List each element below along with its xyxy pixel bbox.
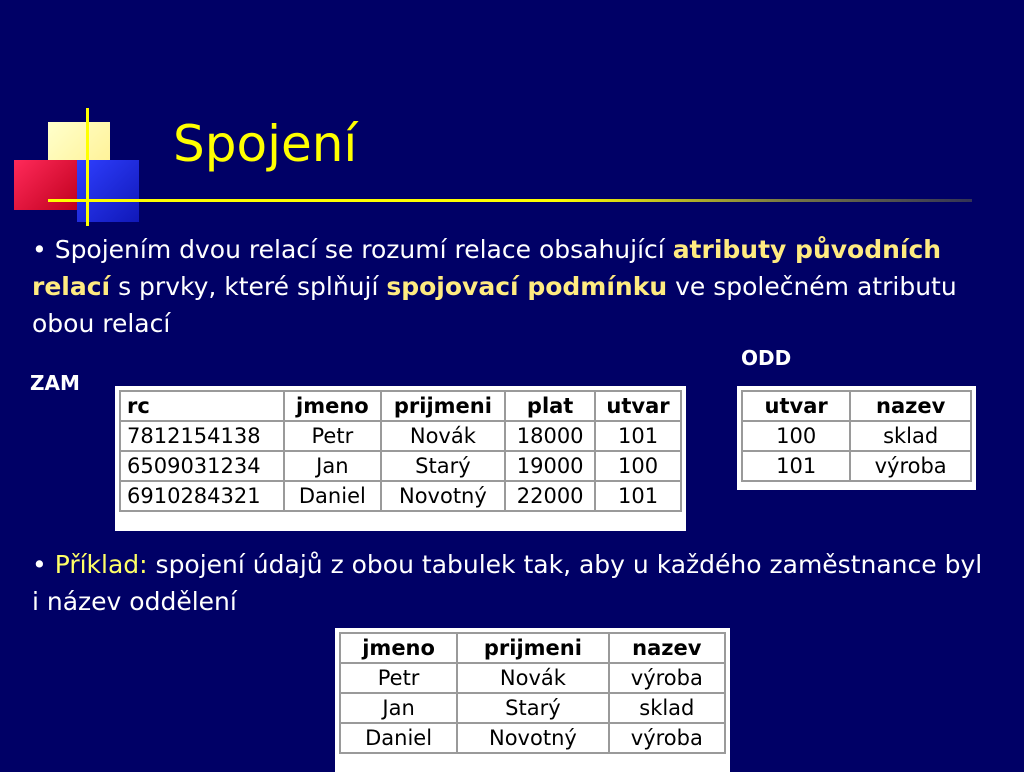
table-row [120,421,681,451]
table-cell: Novotný [457,723,608,753]
column-header: nazev [609,633,725,663]
table-cell: 101 [595,421,681,451]
column-header: nazev [850,391,971,421]
table-row [340,663,725,693]
table-cell: 101 [742,451,850,481]
definition-text-b: s prvky, které splňují [110,272,387,301]
table-cell: 101 [595,481,681,511]
column-header: utvar [742,391,850,421]
table-cell: výroba [850,451,971,481]
example-text: spojení údajů z obou tabulek tak, aby u každého zaměstnance byl i název oddělení [32,550,983,616]
definition-text-a: Spojením dvou relací se rozumí relace obsahující [46,235,673,264]
table-row [742,451,971,481]
table-cell: Petr [284,421,380,451]
table-cell: 22000 [505,481,595,511]
table-cell: Starý [381,451,506,481]
example-paragraph [32,546,992,620]
table-row [120,451,681,481]
table-cell: 100 [742,421,850,451]
table-row [742,421,971,451]
table-cell: Starý [457,693,608,723]
column-header: jmeno [284,391,380,421]
decor-red-square [14,160,77,210]
column-header: prijmeni [457,633,608,663]
decor-vertical-line [86,108,89,226]
title-underline [48,199,972,202]
bullet: • [32,550,47,579]
table-cell: sklad [850,421,971,451]
table-row [340,693,725,723]
table-cell: Novák [457,663,608,693]
table-row [120,481,681,511]
table-cell: 6910284321 [120,481,284,511]
table-cell: 100 [595,451,681,481]
table-cell: Daniel [340,723,457,753]
definition-paragraph [32,231,997,342]
column-header: prijmeni [381,391,506,421]
result-table-container [335,628,730,772]
column-header: jmeno [340,633,457,663]
bullet: • [32,235,47,264]
table-cell: 19000 [505,451,595,481]
result-table [339,632,726,754]
table-cell: Daniel [284,481,380,511]
column-header: rc [120,391,284,421]
table-cell: Jan [284,451,380,481]
zam-table [119,390,682,512]
table-cell: 7812154138 [120,421,284,451]
definition-bold-condition: spojovací podmínku [386,272,668,301]
table-cell: výroba [609,723,725,753]
definition-text-c: ve společném atributu obou relací [32,272,957,338]
table-cell: Novotný [381,481,506,511]
table-header-row [742,391,971,421]
table-cell: sklad [609,693,725,723]
table-header-row [340,633,725,663]
table-cell: 18000 [505,421,595,451]
table-cell: Novák [381,421,506,451]
odd-table [741,390,972,482]
table-cell: Jan [340,693,457,723]
table-cell: výroba [609,663,725,693]
zam-table-label: ZAM [30,371,80,395]
column-header: utvar [595,391,681,421]
table-cell: Petr [340,663,457,693]
column-header: plat [505,391,595,421]
table-header-row [120,391,681,421]
table-row [340,723,725,753]
definition-bold-attributes: atributy původních relací [32,235,942,301]
slide-title: Spojení [173,115,358,173]
odd-table-container [737,386,976,490]
table-cell: 6509031234 [120,451,284,481]
odd-table-label: ODD [741,346,792,370]
zam-table-container [115,386,686,531]
example-label: Příklad: [46,550,148,579]
